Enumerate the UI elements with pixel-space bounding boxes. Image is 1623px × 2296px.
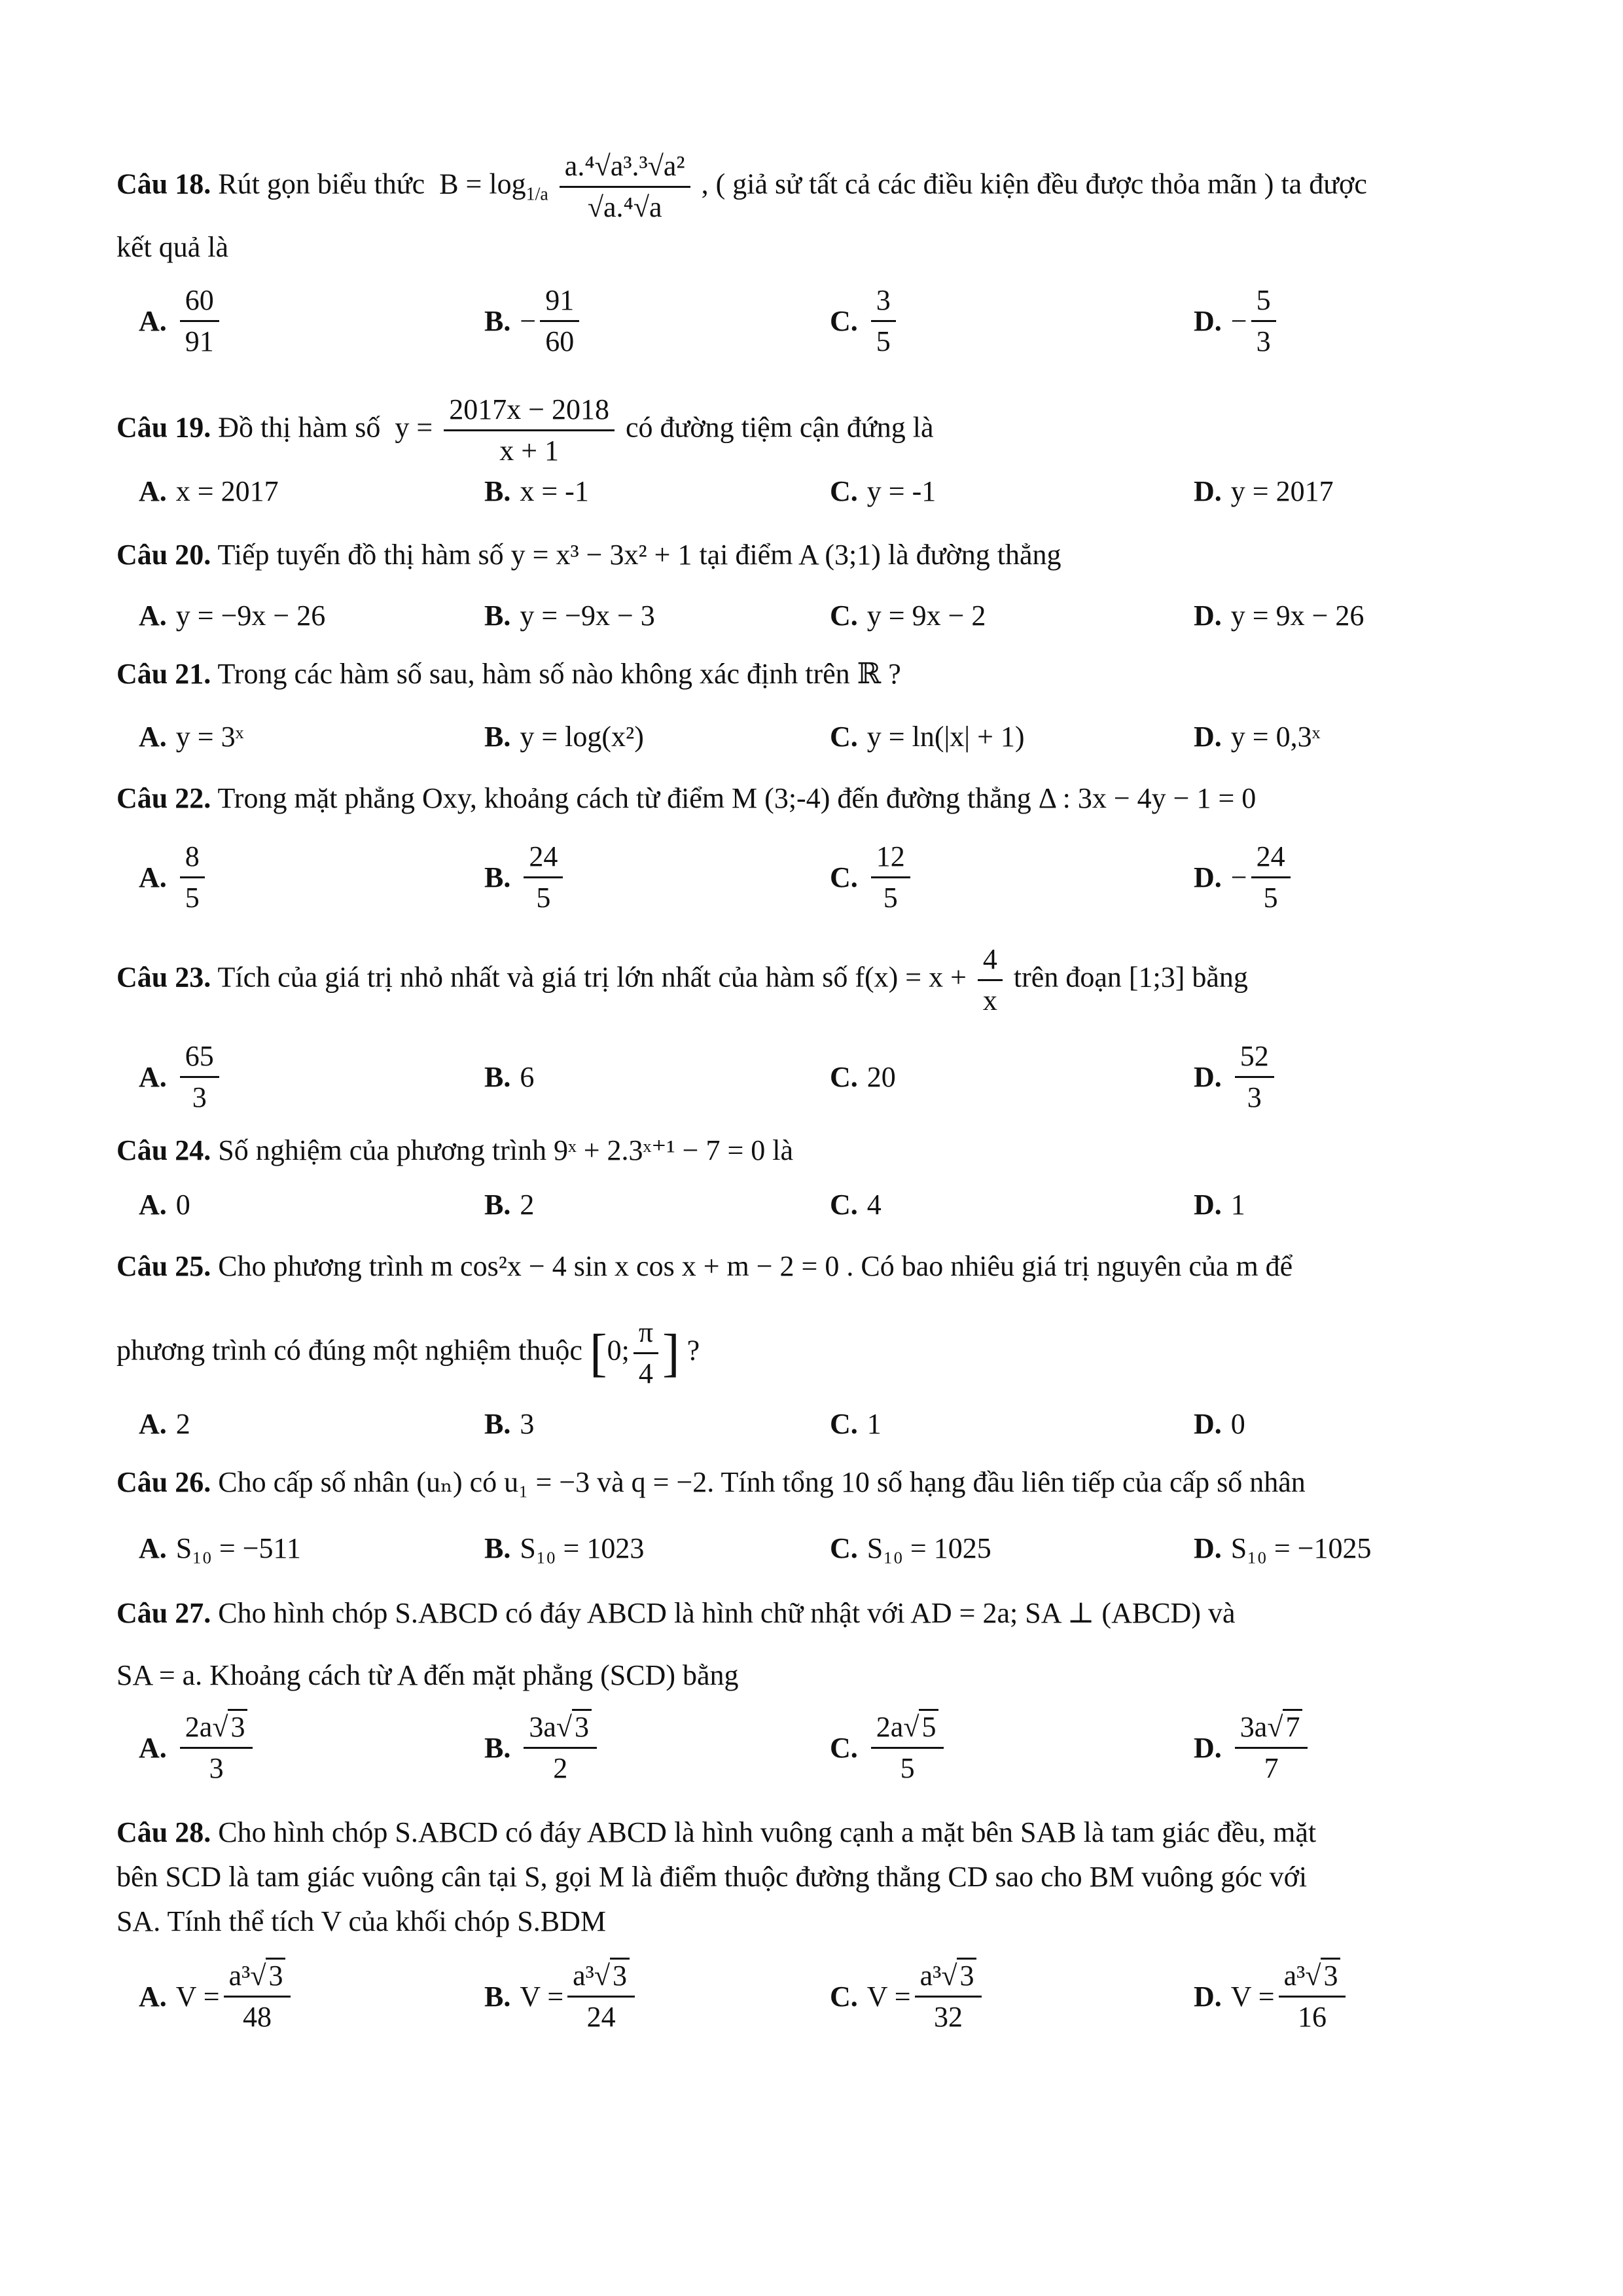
question-23-options [139, 1037, 1592, 1116]
question-text: Cho phương trình m cos²x − 4 sin x cos x + m − 2 = 0 . Có bao nhiêu giá trị nguyên của m để [218, 1250, 1293, 1282]
option-b[interactable] [484, 1515, 644, 1581]
question-22 [116, 779, 1256, 818]
option-a[interactable] [139, 704, 243, 769]
question-label: Câu 19. [116, 411, 211, 444]
option-numerator-power: a³ [228, 1959, 251, 1992]
option-d[interactable] [1194, 1394, 1245, 1453]
option-label: D. [1194, 475, 1222, 507]
option-a[interactable] [139, 1175, 190, 1234]
option-d[interactable] [1194, 838, 1294, 916]
option-label: C. [830, 1188, 858, 1221]
option-denominator: 60 [545, 325, 575, 357]
option-c[interactable]: C. V = $\frac{\text{a³√3}}{32}$ [830, 1950, 986, 2042]
option-c[interactable] [830, 838, 914, 916]
question-label: Câu 21. [116, 658, 211, 690]
question-19-options [139, 458, 1592, 524]
option-numerator: 24 [1251, 840, 1291, 878]
question-25-line2 [116, 1316, 700, 1391]
option-a[interactable]: A. V = $\frac{\text{a³√3}}{48}$ [139, 1950, 294, 2042]
option-denominator: 48 [243, 2000, 272, 2033]
option-numerator: 91 [540, 283, 579, 322]
question-text: SA. Tính thể tích V của khối chóp S.BDM [116, 1905, 606, 1937]
option-numerator-power: a³ [919, 1959, 942, 1992]
expression-fraction [560, 149, 690, 224]
option-label: C. [830, 720, 858, 753]
option-label: A. [139, 599, 167, 632]
bracket-left-icon: [ [589, 1324, 607, 1382]
fraction-numerator: 4 [978, 942, 1003, 981]
question-28-options [139, 1950, 1592, 2042]
question-label: Câu 28. [116, 1816, 211, 1848]
option-label: C. [830, 1980, 858, 2013]
question-text: Rút gọn biểu thức [218, 168, 425, 200]
option-text: S₁₀ = 1025 [866, 1532, 991, 1564]
option-label: D. [1194, 1407, 1222, 1440]
option-c[interactable]: C. $\frac{2a√5}{5}$ [830, 1705, 948, 1790]
question-18-options [139, 281, 1592, 360]
option-b[interactable] [484, 458, 589, 524]
option-label: D. [1194, 1980, 1222, 2013]
option-text: y = −9x − 3 [520, 599, 655, 632]
option-text: 4 [866, 1188, 882, 1221]
option-text: 0 [175, 1188, 190, 1221]
option-label: D. [1194, 1731, 1222, 1764]
option-sign: − [1230, 861, 1247, 893]
option-b[interactable]: B. V = $\frac{\text{a³√3}}{24}$ [484, 1950, 639, 2042]
option-label: B. [484, 1188, 511, 1221]
option-label: B. [484, 1407, 511, 1440]
option-coefficient: 3a [529, 1710, 556, 1743]
question-26-options [139, 1515, 1592, 1581]
question-27-options [139, 1705, 1592, 1790]
expression-lhs: y = [395, 411, 433, 444]
option-label: D. [1194, 1060, 1222, 1093]
question-text: Cho cấp số nhân (uₙ) có u₁ = −3 và q = −2. Tính tổng 10 số hạng đầu liên tiếp của cấp số nhân [218, 1466, 1306, 1498]
question-24-options [139, 1175, 1592, 1234]
option-coefficient: 3a [1240, 1710, 1268, 1743]
option-numerator-power: a³ [1283, 1959, 1306, 1992]
option-b[interactable] [484, 704, 644, 769]
option-label: B. [484, 475, 511, 507]
option-label: C. [830, 1731, 858, 1764]
option-numerator: 60 [180, 283, 219, 322]
option-b[interactable] [484, 1394, 534, 1453]
option-denominator: 3 [1247, 1081, 1262, 1113]
option-denominator: 5 [185, 881, 200, 914]
expression-fraction [444, 393, 615, 468]
option-label: A. [139, 304, 167, 337]
expression-lhs: B = log [439, 168, 526, 200]
option-text: S₁₀ = −1025 [1230, 1532, 1372, 1564]
option-lhs: V = [866, 1980, 911, 2013]
question-text: phương trình có đúng một nghiệm thuộc [116, 1334, 582, 1367]
option-label: A. [139, 1731, 167, 1764]
option-label: B. [484, 599, 511, 632]
option-denominator: 3 [1256, 325, 1271, 357]
option-text: S₁₀ = 1023 [520, 1532, 645, 1564]
option-coefficient: 2a [876, 1710, 904, 1743]
option-sign: − [520, 304, 537, 337]
question-text-tail: , ( giả sử tất cả các điều kiện đều được thỏa mãn ) ta được [701, 168, 1367, 200]
option-radicand: 3 [610, 1958, 630, 1992]
option-d[interactable] [1194, 704, 1320, 769]
option-c[interactable] [830, 281, 900, 360]
option-label: A. [139, 720, 167, 753]
option-c[interactable] [830, 458, 936, 524]
option-label: A. [139, 1407, 167, 1440]
question-27-line2 [116, 1656, 739, 1695]
fraction-denominator: √a.⁴√a [587, 191, 662, 223]
option-numerator: 12 [871, 840, 910, 878]
option-denominator: 32 [934, 2000, 963, 2033]
option-radicand: 3 [572, 1709, 592, 1743]
fraction-numerator: 2017x − 2018 [444, 393, 615, 431]
question-text: Tích của giá trị nhỏ nhất và giá trị lớn nhất của hàm số f(x) = x + [217, 961, 967, 994]
option-denominator: 5 [883, 881, 898, 914]
question-28-line2 [116, 1857, 1307, 1897]
question-27 [116, 1594, 1236, 1633]
option-text: y = ln(|x| + 1) [866, 720, 1025, 753]
option-numerator: 65 [180, 1039, 219, 1078]
option-label: B. [484, 1532, 511, 1564]
option-label: A. [139, 861, 167, 893]
option-label: D. [1194, 304, 1222, 337]
option-label: C. [830, 599, 858, 632]
option-label: C. [830, 861, 858, 893]
option-a[interactable] [139, 583, 325, 648]
interval-denominator: 4 [638, 1357, 653, 1390]
option-text: y = 0,3ˣ [1230, 720, 1321, 753]
option-lhs: V = [520, 1980, 564, 2013]
option-d[interactable]: D. V = $\frac{\text{a³√3}}{16}$ [1194, 1950, 1349, 2042]
option-d[interactable] [1194, 458, 1334, 524]
option-c[interactable] [830, 704, 1025, 769]
option-radicand: 7 [1283, 1709, 1302, 1743]
fraction-denominator: x [982, 984, 997, 1016]
option-label: B. [484, 1980, 511, 2013]
option-text: x = -1 [520, 475, 589, 507]
log-base: 1/a [526, 184, 548, 205]
option-d[interactable] [1194, 1515, 1372, 1581]
fraction-denominator: x + 1 [499, 435, 560, 467]
option-text: y = -1 [866, 475, 936, 507]
option-text: S₁₀ = −511 [175, 1532, 301, 1564]
option-numerator: 52 [1235, 1039, 1274, 1078]
option-coefficient: 2a [185, 1710, 213, 1743]
option-sign: − [1230, 304, 1247, 337]
option-c[interactable] [830, 1175, 882, 1234]
question-text: Số nghiệm của phương trình 9ˣ + 2.3ˣ⁺¹ − 7 = 0 là [218, 1134, 794, 1166]
option-label: A. [139, 1060, 167, 1093]
option-a[interactable] [139, 838, 209, 916]
question-label: Câu 24. [116, 1134, 211, 1166]
option-d[interactable]: D. $\frac{3a√7}{7}$ [1194, 1705, 1311, 1790]
question-25-options [139, 1394, 1592, 1453]
question-text: Trong mặt phẳng Oxy, khoảng cách từ điểm M (3;-4) đến đường thẳng Δ : 3x − 4y − 1 = 0 [217, 782, 1257, 814]
option-radicand: 3 [266, 1958, 285, 1992]
question-19 [116, 393, 934, 468]
option-text: 0 [1230, 1407, 1245, 1440]
question-text: bên SCD là tam giác vuông cân tại S, gọi M là điểm thuộc đường thẳng CD sao cho BM vuông góc với [116, 1861, 1308, 1893]
option-label: B. [484, 720, 511, 753]
option-a[interactable] [139, 1037, 223, 1116]
option-radicand: 3 [1321, 1958, 1340, 1992]
option-label: B. [484, 1060, 511, 1093]
option-label: D. [1194, 1188, 1222, 1221]
option-text: y = −9x − 26 [175, 599, 326, 632]
question-label: Câu 23. [116, 961, 211, 994]
bracket-right-icon: ] [662, 1324, 680, 1382]
question-text: SA = a. Khoảng cách từ A đến mặt phẳng (SCD) bằng [116, 1659, 739, 1691]
option-b[interactable] [484, 583, 655, 648]
question-label: Câu 27. [116, 1597, 211, 1629]
question-text-tail: ? [687, 1334, 700, 1367]
option-denominator: 5 [876, 325, 891, 357]
fraction-numerator: a.⁴√a³.³√a² [560, 149, 690, 188]
option-denominator: 91 [185, 325, 214, 357]
question-22-options [139, 838, 1592, 916]
option-radicand: 3 [228, 1709, 247, 1743]
option-numerator: 8 [180, 840, 205, 878]
option-label: C. [830, 1060, 858, 1093]
option-b[interactable] [484, 1037, 534, 1116]
question-24 [116, 1131, 793, 1170]
option-denominator: 24 [586, 2000, 616, 2033]
option-label: C. [830, 1532, 858, 1564]
question-23 [116, 942, 1248, 1018]
option-denominator: 5 [1263, 881, 1278, 914]
option-text: y = 9x − 2 [866, 599, 986, 632]
option-label: B. [484, 861, 511, 893]
question-text: kết quả là [116, 231, 229, 263]
question-text: Tiếp tuyến đồ thị hàm số y = x³ − 3x² + 1 tại điểm A (3;1) là đường thẳng [217, 539, 1061, 571]
option-label: D. [1194, 720, 1222, 753]
question-25 [116, 1247, 1293, 1286]
option-label: A. [139, 475, 167, 507]
option-numerator: 5 [1251, 283, 1276, 322]
question-text-tail: có đường tiệm cận đứng là [626, 411, 934, 444]
option-text: 6 [520, 1060, 535, 1093]
question-28-line3 [116, 1902, 606, 1941]
option-text: 1 [866, 1407, 882, 1440]
question-21 [116, 655, 901, 694]
option-numerator: 3 [871, 283, 896, 322]
option-d[interactable] [1194, 281, 1280, 360]
question-label: Câu 22. [116, 782, 211, 814]
option-c[interactable] [830, 583, 986, 648]
option-numerator: 24 [524, 840, 563, 878]
question-18 [116, 149, 1367, 224]
option-text: y = log(x²) [520, 720, 644, 753]
option-denominator: 3 [192, 1081, 207, 1113]
option-text: y = 9x − 26 [1230, 599, 1364, 632]
option-text: y = 2017 [1230, 475, 1334, 507]
option-radicand: 3 [957, 1958, 976, 1992]
option-text: 20 [866, 1060, 896, 1093]
option-text: 3 [520, 1407, 535, 1440]
question-text: Cho hình chóp S.ABCD có đáy ABCD là hình vuông cạnh a mặt bên SAB là tam giác đều, mặt [218, 1816, 1317, 1848]
question-21-options [139, 704, 1592, 769]
option-c[interactable] [830, 1515, 991, 1581]
option-label: D. [1194, 1532, 1222, 1564]
option-denominator: 2 [553, 1751, 568, 1784]
option-lhs: V = [1230, 1980, 1275, 2013]
option-text: 1 [1230, 1188, 1245, 1221]
option-b[interactable]: B. $\frac{3a√3}{2}$ [484, 1705, 601, 1790]
question-18-line2 [116, 228, 228, 267]
interval-numerator: π [633, 1316, 658, 1354]
option-label: D. [1194, 599, 1222, 632]
option-radicand: 5 [919, 1709, 938, 1743]
option-text: 2 [175, 1407, 190, 1440]
option-b[interactable] [484, 838, 567, 916]
question-28 [116, 1813, 1316, 1852]
option-a[interactable] [139, 458, 279, 524]
option-b[interactable] [484, 281, 583, 360]
option-text: 2 [520, 1188, 535, 1221]
question-text: Đồ thị hàm số [218, 411, 381, 444]
question-20 [116, 535, 1061, 575]
question-text: Cho hình chóp S.ABCD có đáy ABCD là hình chữ nhật với AD = 2a; SA ⊥ (ABCD) và [218, 1597, 1236, 1629]
interval-left: 0; [607, 1334, 630, 1367]
option-d[interactable] [1194, 1175, 1245, 1234]
option-a[interactable] [139, 281, 223, 360]
option-text: y = 3ˣ [175, 720, 244, 753]
option-label: A. [139, 1532, 167, 1564]
question-text: Trong các hàm số sau, hàm số nào không xác định trên ℝ ? [217, 658, 901, 690]
expression-fraction [978, 942, 1003, 1018]
option-denominator: 16 [1298, 2000, 1327, 2033]
option-denominator: 5 [536, 881, 551, 914]
question-20-options [139, 583, 1592, 648]
option-c[interactable] [830, 1037, 896, 1116]
option-numerator-power: a³ [573, 1959, 594, 1992]
option-denominator: 7 [1264, 1751, 1279, 1784]
option-label: A. [139, 1188, 167, 1221]
option-label: B. [484, 1731, 511, 1764]
option-label: C. [830, 1407, 858, 1440]
option-d[interactable] [1194, 1037, 1278, 1116]
option-label: B. [484, 304, 511, 337]
option-denominator: 3 [209, 1751, 224, 1784]
option-label: D. [1194, 861, 1222, 893]
option-label: C. [830, 304, 858, 337]
question-label: Câu 26. [116, 1466, 211, 1498]
option-a[interactable]: A. $\frac{2a√3}{3}$ [139, 1705, 257, 1790]
option-b[interactable] [484, 1175, 534, 1234]
option-d[interactable] [1194, 583, 1364, 648]
question-label: Câu 25. [116, 1250, 211, 1282]
question-label: Câu 18. [116, 168, 211, 200]
option-a[interactable] [139, 1394, 190, 1453]
option-denominator: 5 [900, 1751, 915, 1784]
option-c[interactable] [830, 1394, 882, 1453]
option-lhs: V = [175, 1980, 220, 2013]
option-text: x = 2017 [175, 475, 279, 507]
question-26 [116, 1463, 1306, 1502]
option-label: A. [139, 1980, 167, 2013]
question-label: Câu 20. [116, 539, 211, 571]
question-text-tail: trên đoạn [1;3] bằng [1013, 961, 1248, 994]
option-a[interactable] [139, 1515, 301, 1581]
option-label: C. [830, 475, 858, 507]
